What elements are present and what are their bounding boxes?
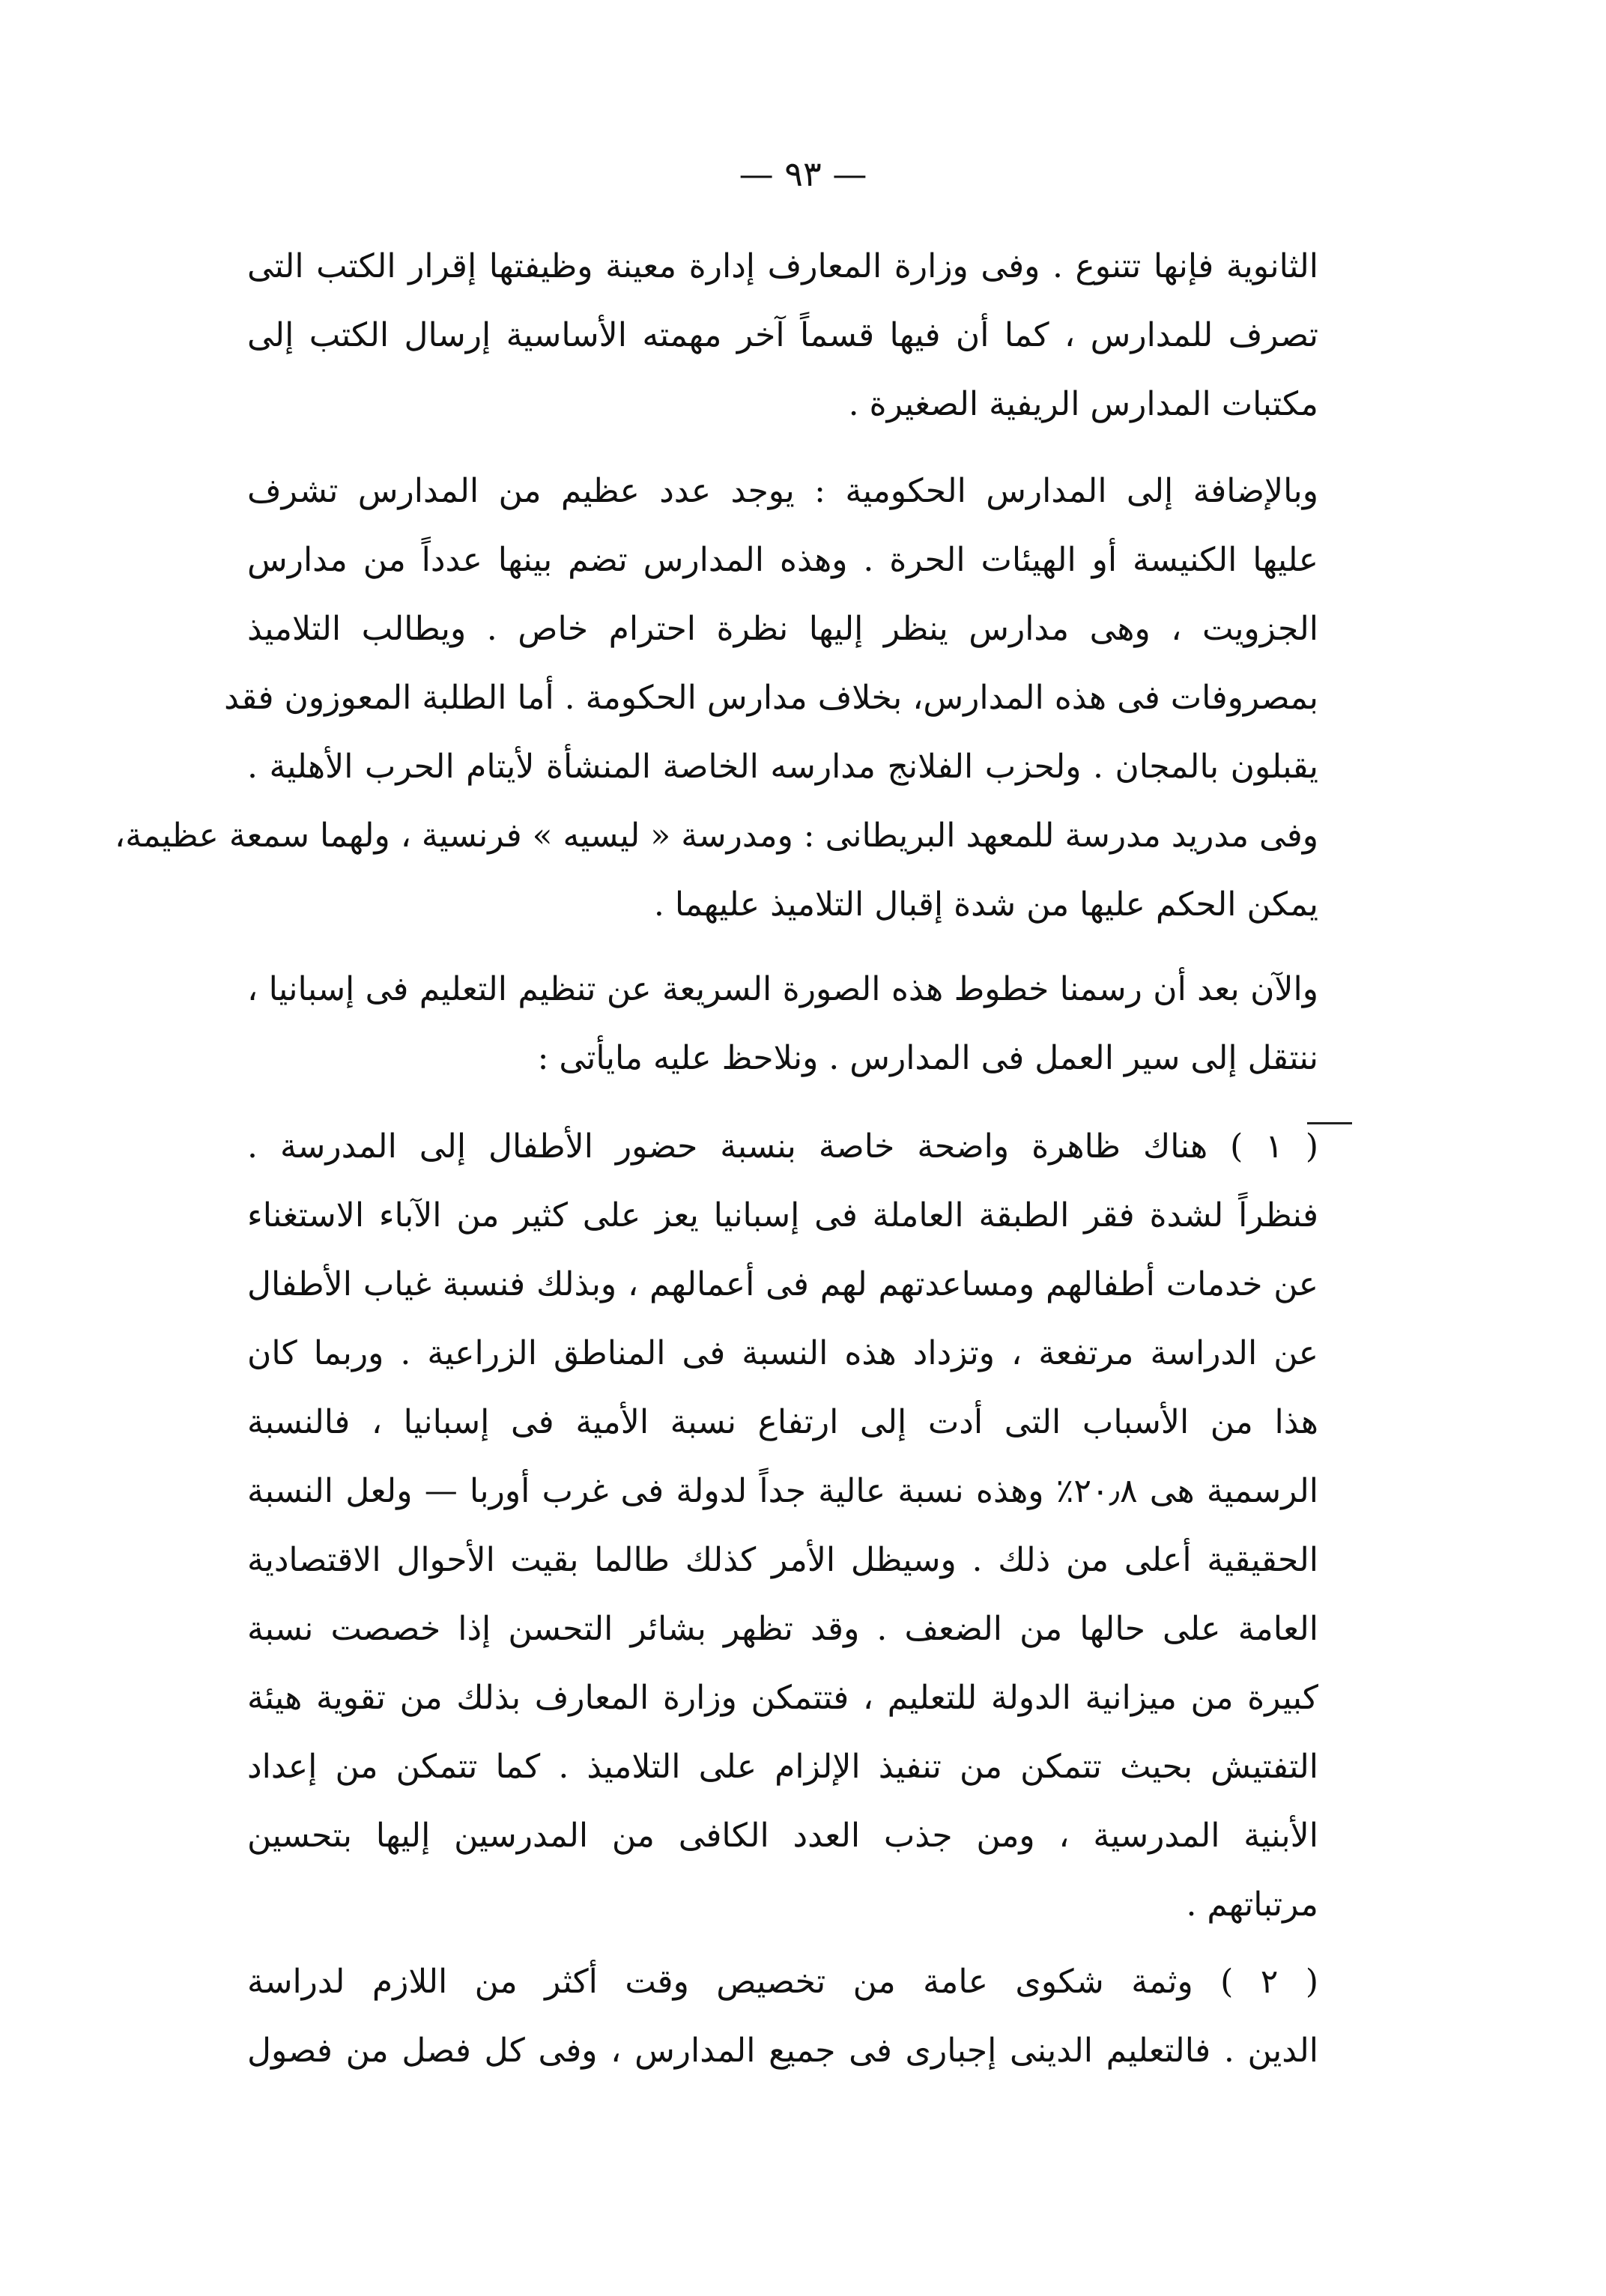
text-line: والآن بعد أن رسمنا خطوط هذه الصورة السريعة عن تنظيم التعليم فى إسبانيا ، xyxy=(247,970,1318,1008)
text-line: الجزويت ، وهى مدارس ينظر إليها نظرة احترام خاص . ويطالب التلاميذ xyxy=(247,610,1318,648)
text-line: التفتيش بحيث تتمكن من تنفيذ الإلزام على التلاميذ . كما تتمكن من إعداد xyxy=(247,1748,1318,1786)
text-line: عليها الكنيسة أو الهيئات الحرة . وهذه المدارس تضم بينها عدداً من مدارس xyxy=(247,541,1318,579)
text-line: الرسمية هى ٢٠٫٨٪ وهذه نسبة عالية جداً لدولة فى غرب أوربا — ولعل النسبة xyxy=(247,1472,1319,1510)
text-line: الأبنية المدرسية ، ومن جذب العدد الكافى من المدرسين إليها بتحسين xyxy=(247,1817,1318,1855)
text-line: تصرف للمدارس ، كما أن فيها قسماً آخر مهمته الأساسية إرسال الكتب إلى xyxy=(247,316,1318,354)
text-line: كبيرة من ميزانية الدولة للتعليم ، فتتمكن وزارة المعارف بذلك من تقوية هيئة xyxy=(247,1679,1318,1717)
page-number: — ٩٣ — xyxy=(739,154,867,194)
text-line: وفى مدريد مدرسة للمعهد البريطانى : ومدرسة « ليسيه » فرنسية ، ولهما سمعة عظيمة، xyxy=(115,817,1318,855)
text-line: يمكن الحكم عليها من شدة إقبال التلاميذ عليهما . xyxy=(653,885,1318,924)
text-line: بمصروفات فى هذه المدارس، بخلاف مدارس الحكومة . أما الطلبة المعوزون فقد xyxy=(224,679,1318,717)
text-line: يقبلون بالمجان . ولحزب الفلانج مدارسه الخاصة المنشأة لأيتام الحرب الأهلية . xyxy=(247,748,1318,786)
text-line: فنظراً لشدة فقر الطبقة العاملة فى إسبانيا يعز على كثير من الآباء الاستغناء xyxy=(247,1196,1318,1235)
text-line: الحقيقية أعلى من ذلك . وسيظل الأمر كذلك طالما بقيت الأحوال الاقتصادية xyxy=(247,1541,1318,1579)
text-line: العامة على حالها من الضعف . وقد تظهر بشائر التحسن إذا خصصت نسبة xyxy=(247,1610,1318,1648)
text-line: ( ٢ ) وثمة شكوى عامة من تخصيص وقت أكثر من اللازم لدراسة xyxy=(247,1963,1318,2001)
paragraph xyxy=(247,1948,1318,2086)
text-line: هذا من الأسباب التى أدت إلى ارتفاع نسبة الأمية فى إسبانيا ، فالنسبة xyxy=(247,1403,1318,1441)
text-line: عن الدراسة مرتفعة ، وتزداد هذه النسبة فى المناطق الزراعية . وربما كان xyxy=(247,1334,1318,1372)
paragraph xyxy=(247,1112,1318,1939)
text-line: ننتقل إلى سير العمل فى المدارس . ونلاحظ عليه مايأتى : xyxy=(537,1039,1318,1077)
paragraph xyxy=(247,232,1318,439)
text-line: ( ١ ) هناك ظاهرة واضحة خاصة بنسبة حضور الأطفال إلى المدرسة . xyxy=(247,1127,1318,1166)
text-line: الثانوية فإنها تتنوع . وفى وزارة المعارف إدارة معينة وظيفتها إقرار الكتب التى xyxy=(247,247,1318,285)
paragraph xyxy=(115,457,1318,939)
text-line: وبالإضافة إلى المدارس الحكومية : يوجد عدد عظيم من المدارس تشرف xyxy=(247,472,1318,510)
text-line: مكتبات المدارس الريفية الصغيرة . xyxy=(848,385,1318,423)
text-line: عن خدمات أطفالهم ومساعدتهم لهم فى أعمالهم ، وبذلك فنسبة غياب الأطفال xyxy=(247,1265,1318,1303)
paragraph xyxy=(247,955,1318,1093)
text-line: مرتباتهم . xyxy=(1186,1885,1318,1924)
text-line: الدين . فالتعليم الدينى إجبارى فى جميع المدارس ، وفى كل فصل من فصول xyxy=(247,2032,1318,2070)
